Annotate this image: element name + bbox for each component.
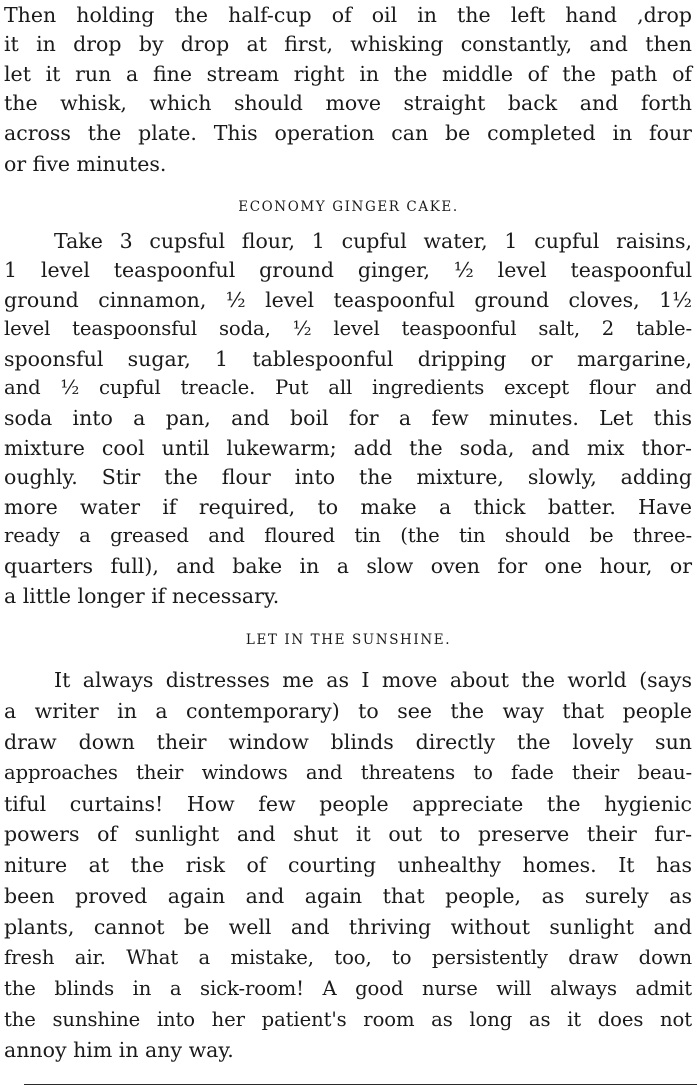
sunshine-line: been proved again and again that people, as surely as	[4, 884, 692, 908]
sunshine-line: the sunshine into her patient's room as long as it does not	[4, 1008, 692, 1031]
sunshine-line: annoy him in any way.	[4, 1038, 234, 1062]
intro-line: let it run a fine stream right in the middle of the path of	[4, 62, 692, 86]
ginger-line: a little longer if necessary.	[4, 584, 280, 608]
footer-rule	[24, 1084, 697, 1085]
sunshine-line: tiful curtains! How few people appreciate the hygienic	[4, 792, 692, 816]
ginger-line: more water if required, to make a thick batter. Have	[4, 495, 692, 519]
section-heading-ginger-cake: ECONOMY GINGER CAKE.	[238, 199, 459, 215]
ginger-line: quarters full), and bake in a slow oven for one hour, or	[4, 554, 692, 578]
sunshine-line: draw down their window blinds directly the lovely sun	[4, 730, 692, 754]
intro-line: across the plate. This operation can be completed in four	[4, 121, 692, 145]
ginger-line: soda into a pan, and boil for a few minutes. Let this	[4, 406, 692, 430]
intro-line: Then holding the half-cup of oil in the left hand ,drop	[4, 3, 692, 27]
section-heading-sunshine: LET IN THE SUNSHINE.	[245, 632, 452, 648]
intro-line: or five minutes.	[4, 152, 167, 176]
sunshine-line: approaches their windows and threatens to fade their beau-	[4, 761, 692, 784]
sunshine-line: niture at the risk of courting unhealthy homes. It has	[4, 853, 692, 877]
sunshine-line: plants, cannot be well and thriving without sunlight and	[4, 915, 692, 939]
ginger-line: 1 level teaspoonful ground ginger, ½ level teaspoonful	[4, 258, 692, 282]
ginger-line: ground cinnamon, ½ level teaspoonful ground cloves, 1½	[4, 288, 692, 312]
ginger-line: and ½ cupful treacle. Put all ingredients except flour and	[4, 376, 692, 399]
sunshine-line: powers of sunlight and shut it out to preserve their fur-	[4, 822, 692, 846]
intro-line: the whisk, which should move straight back and forth	[4, 91, 692, 115]
sunshine-line: a writer in a contemporary) to see the way that people	[4, 699, 692, 723]
sunshine-line: It always distresses me as I move about the world (says	[54, 668, 692, 692]
ginger-line: Take 3 cupsful flour, 1 cupful water, 1 cupful raisins,	[54, 229, 692, 253]
ginger-line: ready a greased and floured tin (the tin should be three-	[4, 524, 692, 547]
intro-line: it in drop by drop at first, whisking constantly, and then	[4, 32, 692, 56]
ginger-line: mixture cool until lukewarm; add the soda, and mix thor-	[4, 436, 692, 460]
ginger-line: oughly. Stir the flour into the mixture, slowly, adding	[4, 465, 692, 489]
ginger-line: spoonsful sugar, 1 tablespoonful dripping or margarine,	[4, 347, 692, 371]
sunshine-line: fresh air. What a mistake, too, to persistently draw down	[4, 946, 692, 969]
sunshine-line: the blinds in a sick-room! A good nurse will always admit	[4, 977, 692, 1000]
ginger-line: level teaspoonsful soda, ½ level teaspoonful salt, 2 table-	[4, 317, 692, 340]
